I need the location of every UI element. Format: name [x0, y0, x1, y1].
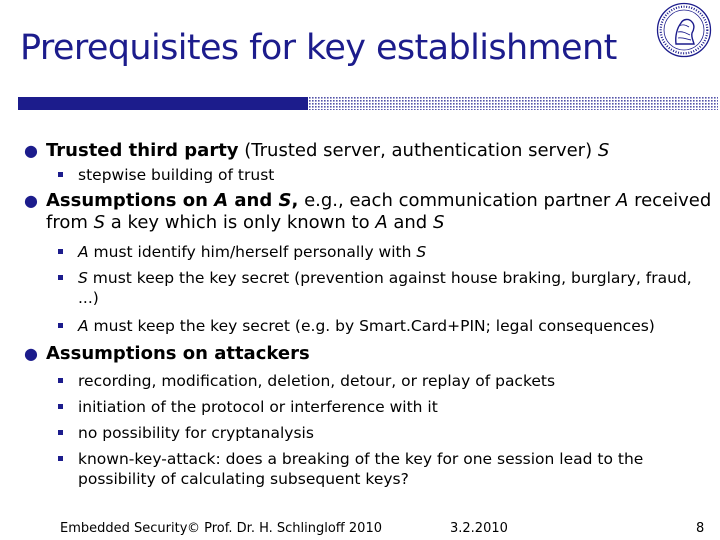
sub-bullet-text: [78, 316, 698, 336]
bullet-text: [46, 190, 716, 234]
bullet-dot-icon: ●: [24, 191, 38, 210]
text-run: S: [432, 212, 445, 233]
text-run: Assumptions on: [46, 190, 215, 211]
text-run: A: [78, 317, 89, 335]
square-bullet-icon: [58, 430, 63, 435]
bullet-dot-icon: ●: [24, 141, 38, 160]
sub-bullet-text: [78, 371, 698, 391]
text-run: A: [616, 190, 629, 211]
square-bullet-icon: [58, 172, 63, 177]
text-run: and: [387, 212, 433, 233]
sub-bullet-text: [78, 268, 698, 308]
sub-bullet-text: [78, 242, 698, 262]
text-run: and: [228, 190, 279, 211]
slide-title: Prerequisites for key establishment: [20, 28, 617, 68]
footer-course: Embedded Security: [60, 521, 188, 536]
text-run: ,: [291, 190, 299, 211]
text-run: (Trusted server, authentication server): [238, 140, 598, 161]
university-seal-icon: [656, 2, 712, 58]
text-run: S: [78, 269, 88, 287]
text-run: must keep the key secret (e.g. by Smart.Card+PIN; legal consequences): [88, 317, 655, 335]
bullet-dot-icon: ●: [24, 344, 38, 363]
sub-bullet-text: [78, 423, 698, 443]
text-run: stepwise building of trust: [78, 166, 275, 184]
text-run: A: [78, 243, 89, 261]
text-run: A: [214, 190, 229, 211]
sub-bullet-text: [78, 165, 698, 185]
sub-bullet-text: [78, 397, 698, 417]
square-bullet-icon: [58, 275, 63, 280]
text-run: A: [375, 212, 388, 233]
bullet-text: [46, 140, 716, 162]
bullet-text: [46, 343, 716, 365]
text-run: S: [93, 212, 106, 233]
square-bullet-icon: [58, 249, 63, 254]
text-run: Assumptions on attackers: [46, 343, 310, 364]
sub-bullet-text: [78, 449, 698, 489]
footer-date: 3.2.2010: [450, 521, 508, 536]
square-bullet-icon: [58, 404, 63, 409]
text-run: received from: [46, 190, 712, 233]
text-run: must identify him/herself personally with: [88, 243, 417, 261]
text-run: known-key-attack: does a breaking of the key for one session lead to the possibility of calculating subsequent keys?: [78, 450, 644, 488]
text-run: S: [278, 190, 292, 211]
text-run: S: [597, 140, 610, 161]
text-run: must keep the key secret (prevention against house braking, burglary, fraud, ...): [78, 269, 692, 307]
text-run: no possibility for cryptanalysis: [78, 424, 314, 442]
footer-page-number: 8: [696, 521, 705, 536]
text-run: Trusted third party: [46, 140, 239, 161]
text-run: e.g., each communication partner: [298, 190, 617, 211]
text-run: S: [416, 243, 427, 261]
square-bullet-icon: [58, 378, 63, 383]
square-bullet-icon: [58, 456, 63, 461]
title-underline-bar: [18, 97, 718, 110]
footer-author: © Prof. Dr. H. Schlingloff 2010: [187, 521, 382, 536]
text-run: initiation of the protocol or interference with it: [78, 398, 438, 416]
text-run: a key which is only known to: [105, 212, 376, 233]
text-run: recording, modification, deletion, detour, or replay of packets: [78, 372, 556, 390]
square-bullet-icon: [58, 323, 63, 328]
